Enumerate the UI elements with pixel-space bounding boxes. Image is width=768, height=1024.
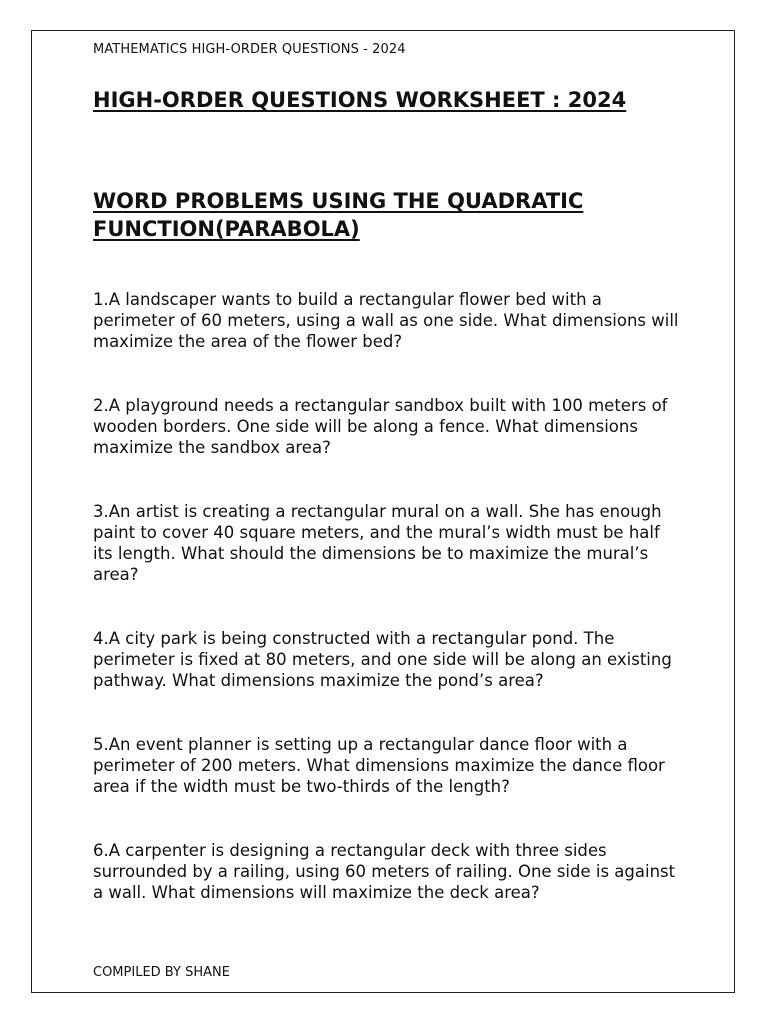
worksheet-subtitle: WORD PROBLEMS USING THE QUADRATIC FUNCTION(PARABOLA) — [93, 189, 584, 241]
page-footer: COMPILED BY SHANE — [93, 965, 230, 980]
question-list — [93, 289, 683, 946]
question-1: 1.A landscaper wants to build a rectangular flower bed with a perimeter of 60 meters, using a wall as one side. What dimensions will maximize the area of the flower bed? — [93, 290, 679, 351]
question-4: 4.A city park is being constructed with a rectangular pond. The perimeter is fixed at 80 meters, and one side will be along an existing pathway. What dimensions maximize the pond’s area? — [93, 629, 672, 690]
question-2: 2.A playground needs a rectangular sandbox built with 100 meters of wooden borders. One side will be along a fence. What dimensions maximize the sandbox area? — [93, 396, 668, 457]
question-5: 5.An event planner is setting up a rectangular dance floor with a perimeter of 200 meters. What dimensions maximize the dance floor area if the width must be two-thirds of the length? — [93, 735, 665, 796]
page-header: MATHEMATICS HIGH-ORDER QUESTIONS - 2024 — [93, 42, 406, 57]
question-6: 6.A carpenter is designing a rectangular deck with three sides surrounded by a railing, using 60 meters of railing. One side is against a wall. What dimensions will maximize the deck area? — [93, 841, 676, 902]
question-3: 3.An artist is creating a rectangular mural on a wall. She has enough paint to cover 40 square meters, and the mural’s width must be half its length. What should the dimensions be to maximize the mural’s area? — [93, 502, 662, 584]
worksheet-title: HIGH-ORDER QUESTIONS WORKSHEET : 2024 — [93, 88, 627, 112]
